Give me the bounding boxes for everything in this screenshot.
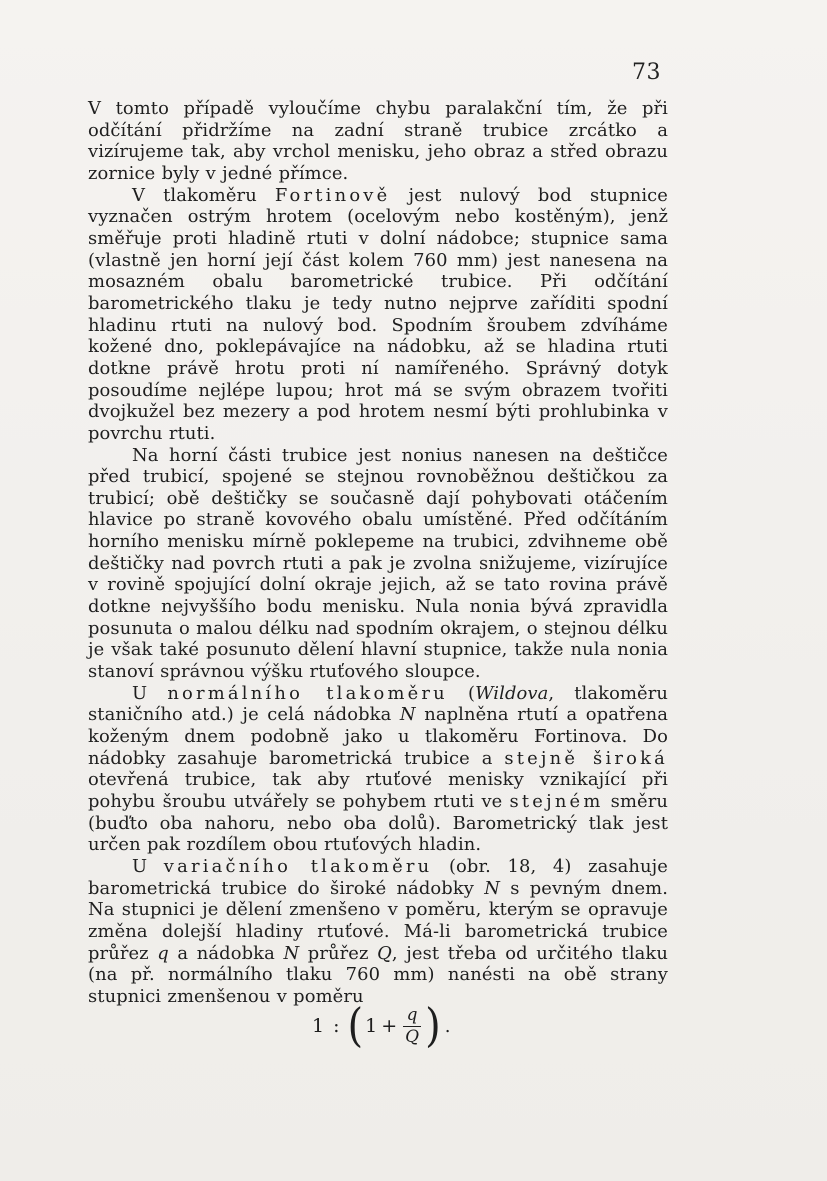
formula-open-paren: ( bbox=[347, 999, 364, 1053]
text-run: , tlakoměru staničního atd.) je celá nádobka bbox=[88, 682, 668, 726]
formula-colon: : bbox=[333, 1015, 340, 1037]
formula-one: 1 bbox=[365, 1015, 378, 1037]
text-ital: N bbox=[399, 704, 416, 726]
paragraph-3 bbox=[88, 445, 668, 683]
text-ital: N bbox=[484, 877, 500, 899]
text-spaced: normálního tlakoměru bbox=[167, 682, 448, 704]
text-run: V tomto případě vyloučíme chybu paralakční tím, že při odčítání přidržíme na zadní straně trubice zrcátko a vizírujeme tak, aby vrchol menisku, jeho obraz a střed obrazu zornice byly v jedné přímce. bbox=[88, 98, 668, 184]
ratio-formula bbox=[312, 996, 450, 1056]
text-run: U bbox=[132, 682, 168, 704]
text-spaced: Fortinově bbox=[274, 184, 391, 206]
text-spaced: variačního tlakoměru bbox=[163, 855, 433, 877]
paragraph-5 bbox=[88, 856, 668, 1008]
text-run: U bbox=[132, 855, 164, 877]
text-run: s pevným dnem. Na stupnici je dělení zmenšeno v poměru, kterým se opravuje změna dolejší hladiny rtuťové. Má-li barometrická trubice průřez bbox=[88, 877, 668, 964]
text-run: , jest třeba od určitého tlaku (na př. normálního tlaku 760 mm) nanésti na obě strany stupnici zmenšenou v poměru bbox=[88, 942, 668, 1007]
paragraph-2 bbox=[88, 185, 668, 445]
text-run: V tlakoměru bbox=[132, 184, 275, 206]
text-run: naplněna rtutí a opatřena koženým dnem podobně jako u tlakoměru Fortinova. Do nádobky zasahuje barometrická trubice a bbox=[88, 704, 668, 769]
paragraph-4 bbox=[88, 683, 668, 856]
text-run: Na horní části trubice jest nonius nanesen na deštičce před trubicí, spojené se stejnou rovnoběžnou deštičkou za trubicí; obě deštičky se současně dají pohybovati otáčením hlavice po straně kovového obalu umístěné. Před odčítáním horního menisku mírně poklepeme na trubici, zdvihneme obě deštičky nad povrch rtuti a pak je zvolna snižujeme, vizírujíce v rovině spojující dolní okraje jejich, až se tato rovina právě dotkne nejvyššího bodu menisku. Nula nonia bývá zpravidla posunuta o malou délku nad spodním okrajem, o stejnou délku je však také posunuto dělení hlavní stupnice, takže nula nonia stanoví správnou výšku rtuťového sloupce. bbox=[88, 444, 668, 683]
formula-left-term: 1 bbox=[312, 1015, 325, 1037]
formula-denominator: Q bbox=[405, 1026, 420, 1047]
text-run: ( bbox=[447, 682, 476, 704]
text-ital: q bbox=[157, 942, 169, 964]
page-number: 73 bbox=[632, 60, 661, 85]
text-spaced: stejném bbox=[509, 791, 604, 812]
text-run: průřez bbox=[299, 942, 378, 964]
formula-plus: + bbox=[381, 1015, 398, 1037]
text-ital: N bbox=[283, 942, 300, 964]
text-ital: Wildova bbox=[475, 682, 549, 704]
text-run: otevřená trubice, tak aby rtuťové menisky vznikající při pohybu šroubu utvářely se pohybem rtuti ve bbox=[88, 769, 668, 812]
formula-fraction bbox=[403, 1006, 421, 1046]
formula-close-paren: ) bbox=[425, 999, 441, 1053]
body-text bbox=[88, 98, 668, 1008]
text-run: směru (buďto oba nahoru, nebo oba dolů). Barometrický tlak jest určen pak rozdílem obou rtuťových hladin. bbox=[88, 791, 668, 856]
text-run: (obr. 18, 4) zasahuje barometrická trubice do široké nádobky bbox=[88, 855, 668, 899]
text-run: jest nulový bod stupnice vyznačen ostrým hrotem (ocelovým nebo kostěným), jenž směřuje proti hladině rtuti v dolní nádobce; stupnice sama (vlastně jen horní její část kolem 760 mm) jest nanesena na mosazném obalu barometrické trubice. Při odčítání barometrického tlaku je tedy nutno nejprve zaříditi spodní hladinu rtuti na nulový bod. Spodním šroubem zdvíháme kožené dno, poklepávajíce na nádobku, až se hladina rtuti dotkne právě hrotu proti ní namířeného. Správný dotyk posoudíme nejlépe lupou; hrot má se svým obrazem tvořiti dvojkužel bez mezery a pod hrotem nesmí býti prohlubinka v povrchu rtuti. bbox=[88, 184, 668, 444]
formula-numerator: q bbox=[406, 1004, 418, 1025]
text-ital: Q bbox=[377, 942, 392, 964]
paragraph-1 bbox=[88, 98, 668, 185]
formula-period: . bbox=[444, 1015, 451, 1037]
text-run: a nádobka bbox=[168, 942, 284, 964]
text-spaced: stejně široká bbox=[504, 747, 668, 769]
